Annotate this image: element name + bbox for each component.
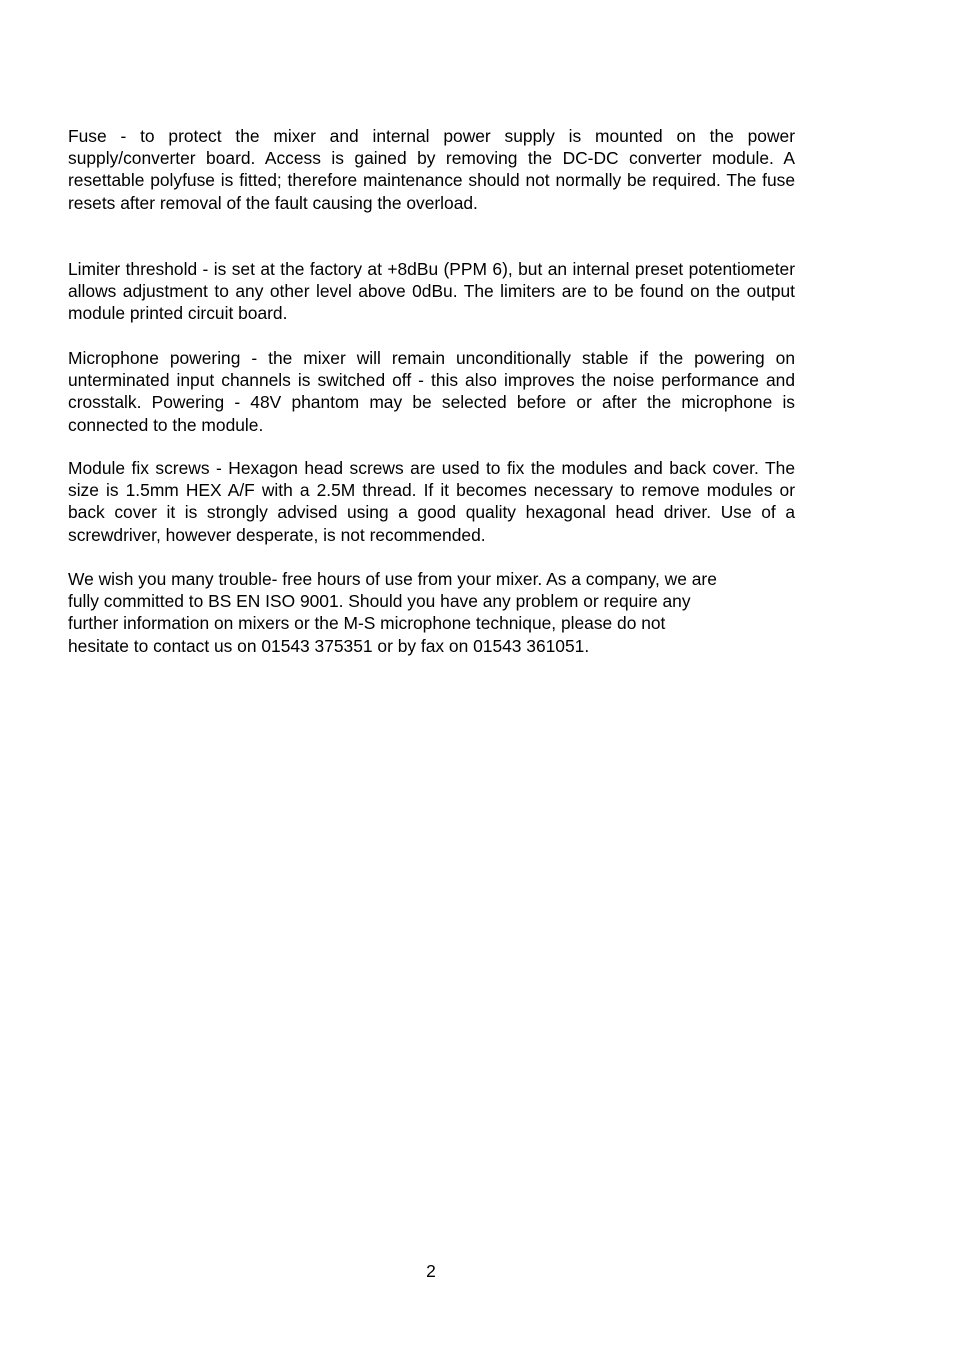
closing-line: further information on mixers or the M-S microphone technique, please do not [68,613,666,634]
module-fix-screws-paragraph: Module fix screws - Hexagon head screws are used to fix the modules and back cover. The size is 1.5mm HEX A/F with a 2.5M thread. If it becomes necessary to remove modules or back cover it is strongly advised using a good quality hexagonal head driver. Use of a screwdriver, however desperate, is not recommended. [68,458,795,545]
fuse-paragraph: Fuse - to protect the mixer and internal power supply is mounted on the power supply/converter board. Access is gained by removing the DC-DC converter module. A resettable polyfuse is fitted; therefore maintenance should not normally be required. The fuse resets after removal of the fault causing the overload. [68,126,795,213]
closing-paragraph [68,568,795,657]
microphone-powering-paragraph: Microphone powering - the mixer will remain unconditionally stable if the powering on unterminated input channels is switched off - this also improves the noise performance and crosstalk. Powering - 48V phantom may be selected before or after the microphone is connected to the module. [68,348,795,435]
closing-line: fully committed to BS EN ISO 9001. Should you have any problem or require any [68,591,691,612]
closing-line: We wish you many trouble- free hours of use from your mixer. As a company, we are [68,569,717,589]
closing-line: hesitate to contact us on 01543 375351 or by fax on 01543 361051. [68,635,590,656]
page-number: 2 [426,1261,436,1281]
limiter-threshold-paragraph: Limiter threshold - is set at the factory at +8dBu (PPM 6), but an internal preset potentiometer allows adjustment to any other level above 0dBu. The limiters are to be found on the output module printed circuit board. [68,259,795,324]
